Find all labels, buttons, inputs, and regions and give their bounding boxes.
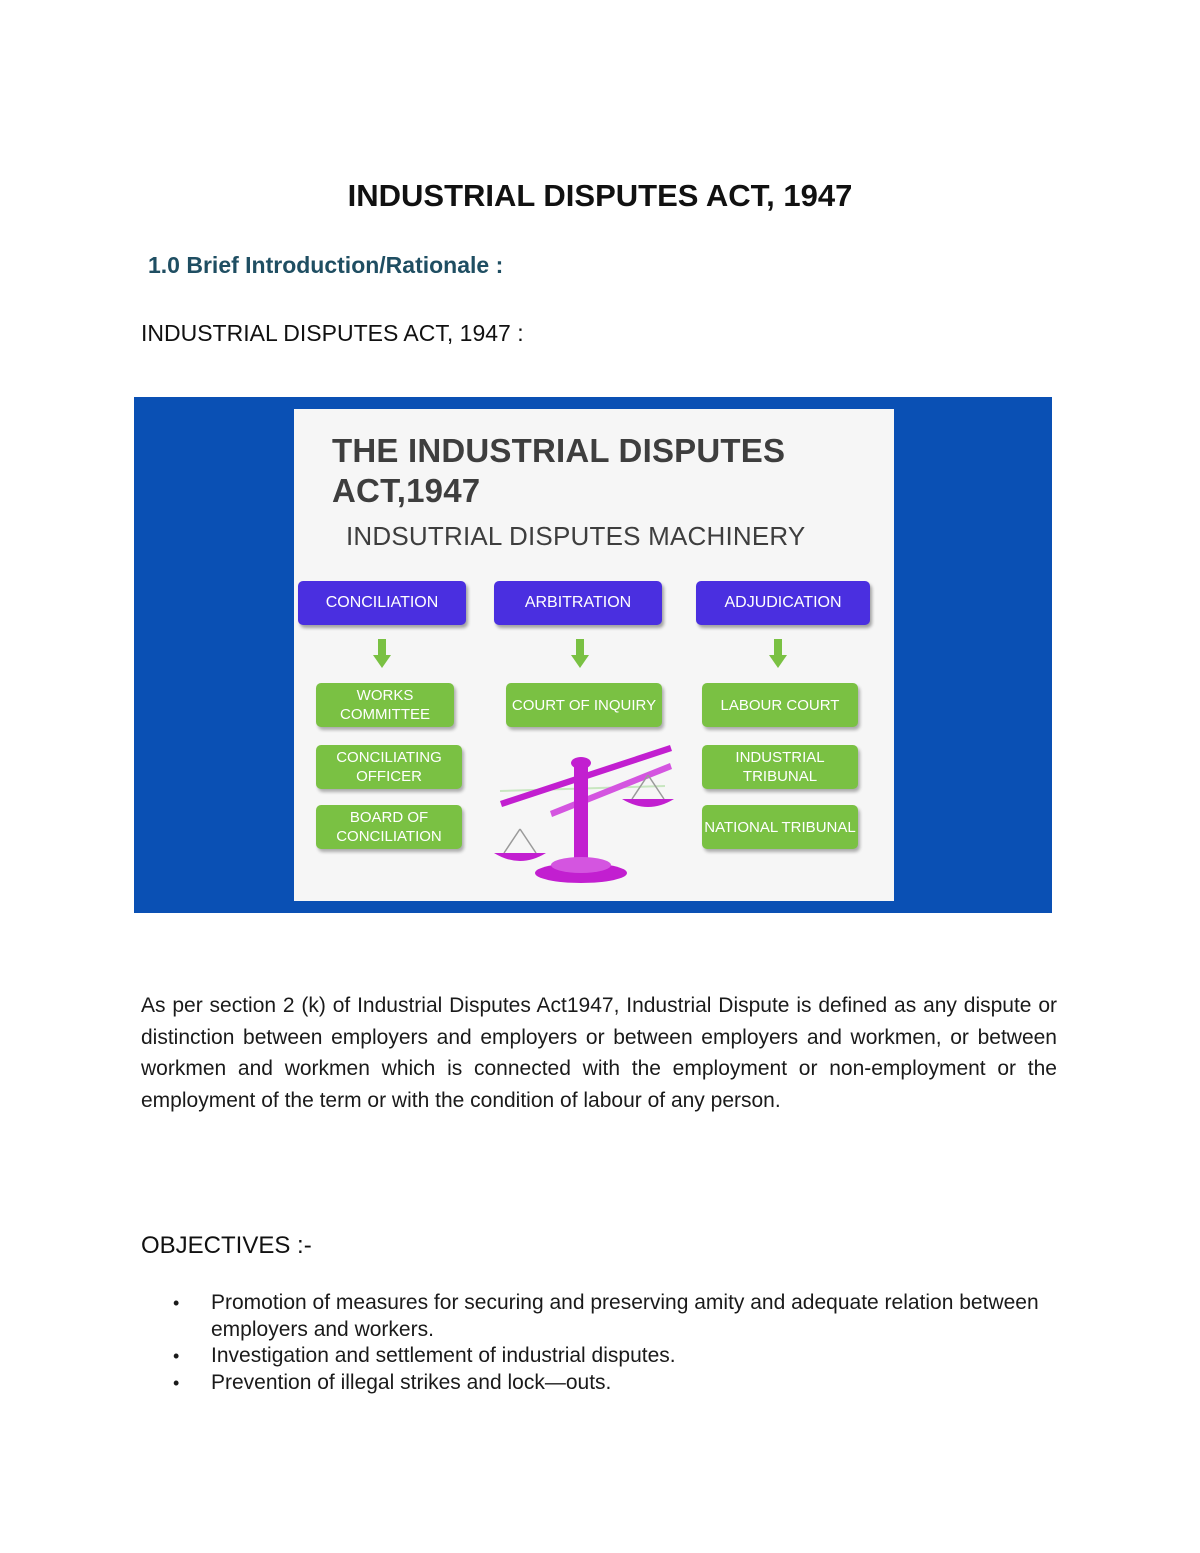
board-of-conciliation-box: BOARD OF CONCILIATION <box>316 805 462 849</box>
scales-of-justice-icon <box>490 741 700 891</box>
bullet-icon: • <box>173 1372 180 1393</box>
conciliation-header: CONCILIATION <box>298 581 466 625</box>
list-item <box>141 1370 1057 1397</box>
figure-title-line1: THE INDUSTRIAL DISPUTES <box>332 432 786 469</box>
court-of-inquiry-box: COURT OF INQUIRY <box>506 683 662 727</box>
arbitration-header: ARBITRATION <box>494 581 662 625</box>
page-title: INDUSTRIAL DISPUTES ACT, 1947 <box>347 178 853 213</box>
works-committee-box: WORKS COMMITTEE <box>316 683 454 727</box>
definition-paragraph: As per section 2 (k) of Industrial Disputes Act1947, Industrial Dispute is defined as any dispute or distinction between employers and employers or between employers and workmen, or between workmen and workmen which is connected with the employment or non-employment or the employment of the term or with the condition of labour of any person. <box>141 994 1057 1112</box>
down-arrow-icon <box>373 639 391 669</box>
industrial-tribunal-box: INDUSTRIAL TRIBUNAL <box>702 745 858 789</box>
labour-court-box: LABOUR COURT <box>702 683 858 727</box>
objective-text: Prevention of illegal strikes and lock—outs. <box>211 1370 612 1394</box>
list-item <box>141 1343 1057 1370</box>
bullet-icon: • <box>173 1293 180 1313</box>
objectives-list <box>141 1290 1057 1396</box>
list-item <box>141 1290 1057 1343</box>
objective-text: Investigation and settlement of industrial disputes. <box>211 1344 676 1367</box>
machinery-figure <box>134 397 1052 913</box>
objectives-heading: OBJECTIVES :- <box>141 1232 312 1259</box>
figure-title <box>332 431 785 511</box>
figure-slide <box>294 409 894 901</box>
down-arrow-icon <box>571 639 589 669</box>
national-tribunal-box: NATIONAL TRIBUNAL <box>702 805 858 849</box>
figure-subtitle: INDSUTRIAL DISPUTES MACHINERY <box>346 521 806 551</box>
down-arrow-icon <box>769 639 787 669</box>
sub-heading: INDUSTRIAL DISPUTES ACT, 1947 : <box>141 320 524 346</box>
objective-text: Promotion of measures for securing and preserving amity and adequate relation between employers and workers. <box>211 1291 1039 1341</box>
section-heading: 1.0 Brief Introduction/Rationale : <box>148 252 504 278</box>
conciliating-officer-box: CONCILIATING OFFICER <box>316 745 462 789</box>
adjudication-header: ADJUDICATION <box>696 581 870 625</box>
bullet-icon: • <box>173 1346 180 1366</box>
figure-title-line2: ACT,1947 <box>332 472 481 509</box>
